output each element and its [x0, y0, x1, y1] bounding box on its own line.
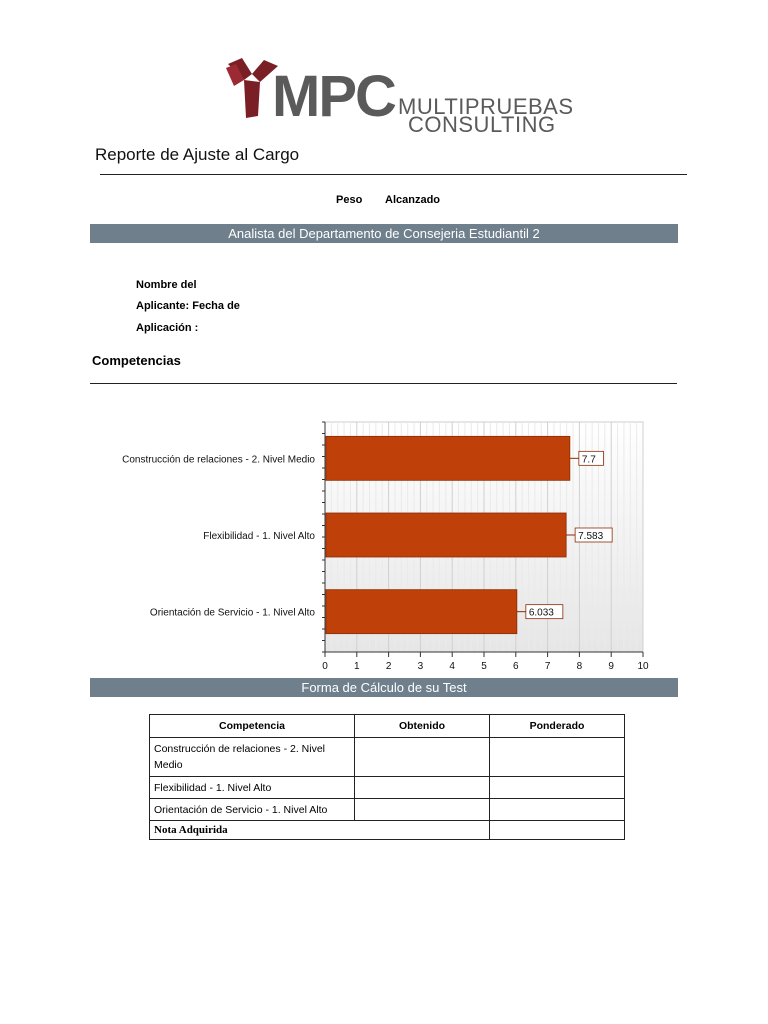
calc-band: Forma de Cálculo de su Test	[90, 678, 678, 697]
bar	[326, 436, 570, 480]
cell-nota-value	[490, 821, 625, 840]
title-divider	[100, 174, 687, 175]
col-header-obtenido: Obtenido	[355, 715, 490, 738]
cell-nota: Nota Adquirida	[150, 821, 490, 840]
table-nota-row	[150, 821, 625, 840]
company-logo	[222, 56, 574, 137]
category-label: Construcción de relaciones - 2. Nivel Medio	[122, 454, 315, 466]
cell-obtenido	[355, 738, 490, 777]
category-label: Orientación de Servicio - 1. Nivel Alto	[149, 607, 315, 619]
logo-brand: MPC	[272, 64, 395, 129]
applicant-label-2: Aplicante: Fecha de	[136, 300, 240, 312]
logo-line1: MULTIPRUEBAS	[398, 94, 574, 119]
cell-ponderado	[490, 799, 625, 821]
cell-competencia: Construcción de relaciones - 2. Nivel Medio	[150, 738, 355, 777]
competencias-divider	[90, 383, 677, 384]
x-tick-label: 9	[608, 661, 614, 670]
x-tick-label: 4	[449, 661, 455, 670]
x-tick-label: 5	[481, 661, 487, 670]
competencias-title: Competencias	[92, 353, 181, 368]
cell-competencia: Flexibilidad - 1. Nivel Alto	[150, 777, 355, 799]
x-tick-label: 7	[544, 661, 551, 670]
cell-ponderado	[490, 738, 625, 777]
col-header-competencia: Competencia	[150, 715, 355, 738]
value-label: 7.583	[578, 531, 604, 542]
x-tick-label: 1	[354, 661, 360, 670]
table-row	[150, 799, 625, 821]
applicant-label-3: Aplicación :	[136, 322, 199, 334]
value-label: 7.7	[581, 454, 596, 466]
col-header-ponderado: Ponderado	[490, 715, 625, 738]
cell-obtenido	[355, 777, 490, 799]
table-row	[150, 777, 625, 799]
table-header-row	[150, 715, 625, 738]
bar	[326, 590, 517, 634]
header-alcanzado: Alcanzado	[385, 194, 441, 206]
x-tick-label: 8	[576, 661, 583, 670]
applicant-label-1: Nombre del	[136, 279, 197, 291]
logo-line2: CONSULTING	[408, 112, 556, 137]
cell-ponderado	[490, 777, 625, 799]
calc-table	[149, 714, 625, 840]
x-tick-label: 6	[513, 661, 519, 670]
table-row	[150, 738, 625, 777]
value-label: 6.033	[528, 607, 554, 619]
x-tick-label: 3	[417, 661, 424, 670]
x-tick-label: 10	[637, 661, 649, 670]
bar	[326, 513, 566, 557]
category-label: Flexibilidad - 1. Nivel Alto	[203, 531, 315, 542]
x-tick-label: 0	[322, 661, 328, 670]
report-title: Reporte de Ajuste al Cargo	[95, 145, 300, 164]
cell-competencia: Orientación de Servicio - 1. Nivel Alto	[150, 799, 355, 821]
cell-obtenido	[355, 799, 490, 821]
position-band: Analista del Departamento de Consejeria Estudiantil 2	[90, 224, 678, 243]
competencias-chart	[100, 410, 660, 670]
header-peso: Peso	[336, 194, 363, 206]
x-tick-label: 2	[385, 661, 392, 670]
